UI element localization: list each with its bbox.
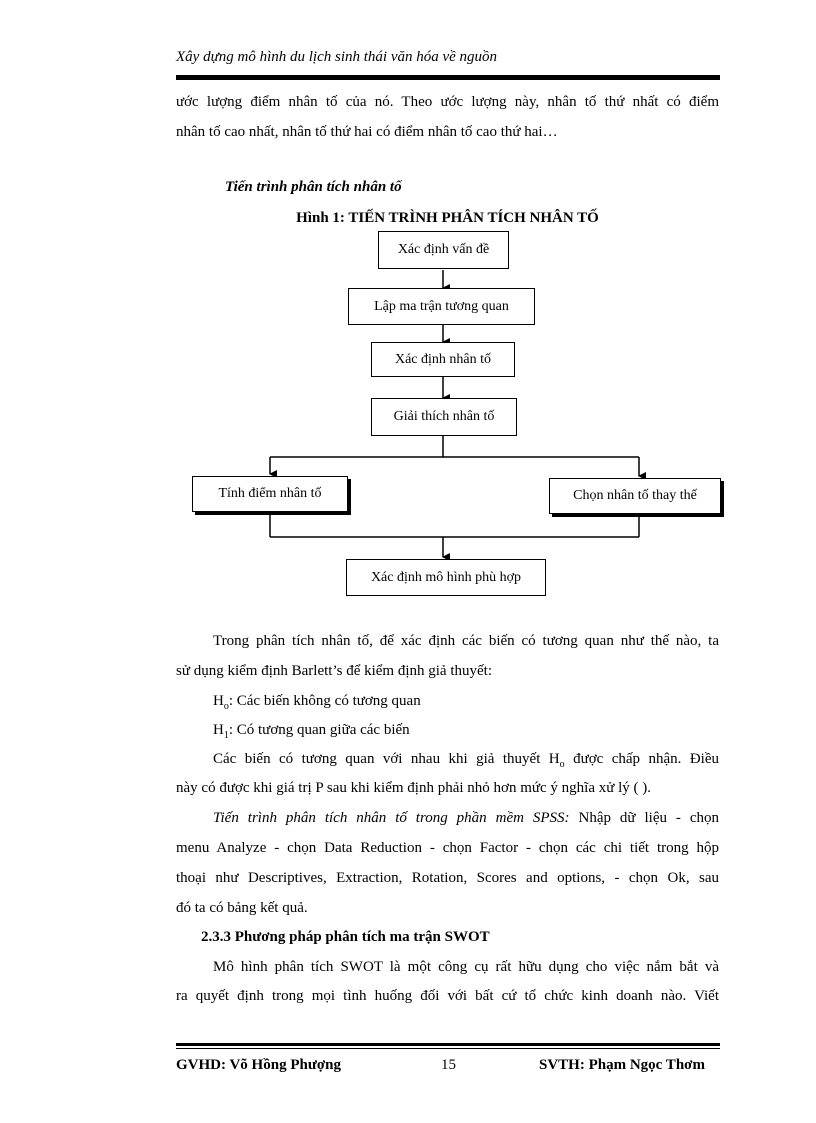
flow-box-correlation-matrix: Lập ma trận tương quan bbox=[348, 288, 535, 325]
intro-line-1: ước lượng điểm nhân tố của nó. Theo ước lượng này, nhân tố thứ nhất có điểm bbox=[176, 94, 719, 110]
p3-line1-rest: Nhập dữ liệu - chọn bbox=[569, 810, 719, 826]
p4-line-1: Mô hình phân tích SWOT là một công cụ rất hữu dụng cho việc nắm bắt và bbox=[213, 959, 719, 975]
page-number: 15 bbox=[441, 1057, 456, 1073]
section-heading-233: 2.3.3 Phương pháp phân tích ma trận SWOT bbox=[201, 929, 490, 945]
p1-line-2: sử dụng kiểm định Barlett’s để kiểm định giả thuyết: bbox=[176, 663, 493, 679]
flow-box-interpret-factors: Giải thích nhân tố bbox=[371, 398, 517, 436]
h1-text: : Có tương quan giữa các biến bbox=[228, 722, 410, 738]
flow-box-define-problem: Xác định vấn đề bbox=[378, 231, 509, 269]
h0-subscript: o bbox=[223, 701, 229, 712]
p2-text-b: được chấp nhận. Điều bbox=[564, 751, 719, 767]
p3-line-2: menu Analyze - chọn Data Reduction - chọn Factor - chọn các chi tiết trong hộp bbox=[176, 840, 719, 856]
section-italic-heading: Tiến trình phân tích nhân tố bbox=[225, 179, 402, 195]
p3-line-3: thoại như Descriptives, Extraction, Rotation, Scores and options, - chọn Ok, sau bbox=[176, 870, 719, 886]
h1-symbol: H bbox=[213, 722, 224, 738]
flow-box-factor-scores: Tính điểm nhân tố bbox=[192, 476, 348, 512]
flow-box-surrogate-factors: Chọn nhân tố thay thế bbox=[549, 478, 721, 514]
p4-line-2: ra quyết định trong mọi tình huống đối với bất cứ tổ chức kinh doanh nào. Viết bbox=[176, 988, 719, 1004]
running-header-title: Xây dựng mô hình du lịch sinh thái văn hóa về nguồn bbox=[176, 49, 498, 65]
p3-italic-lead: Tiến trình phân tích nhân tố trong phần mềm SPSS: bbox=[213, 810, 570, 826]
footer-rule-thick bbox=[176, 1043, 720, 1046]
figure-title: Hình 1: TIẾN TRÌNH PHÂN TÍCH NHÂN TỐ bbox=[296, 210, 599, 226]
intro-line-2: nhân tố cao nhất, nhân tố thứ hai có điểm nhân tố cao thứ hai… bbox=[176, 124, 558, 140]
p3-line-1 bbox=[176, 803, 719, 833]
h0-symbol: H bbox=[213, 693, 224, 709]
h0-text: : Các biến không có tương quan bbox=[228, 693, 421, 709]
footer-student: SVTH: Phạm Ngọc Thơm bbox=[539, 1057, 705, 1073]
footer-supervisor: GVHD: Võ Hồng Phượng bbox=[176, 1057, 341, 1073]
footer-rule-thin bbox=[176, 1048, 720, 1049]
flow-box-determine-factors: Xác định nhân tố bbox=[371, 342, 515, 377]
p2-subscript: o bbox=[559, 759, 565, 770]
p2-line-2: này có được khi giá trị P sau khi kiểm định phải nhỏ hơn mức ý nghĩa xử lý ( ). bbox=[176, 780, 652, 796]
p2-text-a: Các biến có tương quan với nhau khi giả thuyết H bbox=[213, 751, 560, 767]
flow-box-model-fit: Xác định mô hình phù hợp bbox=[346, 559, 546, 596]
h1-subscript: 1 bbox=[223, 730, 229, 741]
p1-line-1: Trong phân tích nhân tố, để xác định các biến có tương quan như thế nào, ta bbox=[213, 633, 719, 649]
p3-line-4: đó ta có bảng kết quả. bbox=[176, 900, 308, 916]
